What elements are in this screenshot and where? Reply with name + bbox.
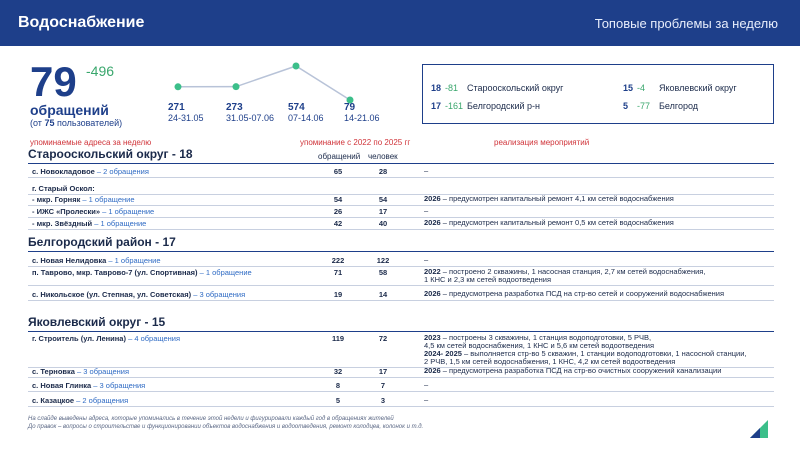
- footnote-line: До правок – вопросы о строительстве и функционировании объектов водоснабжения и водоотведения, ремонт колодцев, колонок и т.д.: [28, 424, 424, 430]
- top-district-item: [431, 101, 540, 111]
- address-count: – 3 обращения: [74, 367, 130, 376]
- people-value: 17: [378, 207, 388, 216]
- events-line: [424, 396, 774, 404]
- events-year: 2026: [424, 366, 441, 375]
- events-line: [424, 195, 774, 203]
- trend-value: 273: [226, 102, 243, 113]
- people-value: 122: [376, 256, 390, 265]
- district-name: Яковлевский округ: [659, 83, 737, 93]
- trend-period: 14-21.06: [344, 113, 380, 123]
- events-line: [424, 207, 774, 215]
- row-address: [32, 367, 129, 376]
- requests-header: обращений: [318, 152, 361, 161]
- address-count: – 1 обращение: [100, 207, 155, 216]
- trend-value: 79: [344, 102, 356, 113]
- row-divider: [28, 391, 774, 392]
- events-text: [424, 268, 774, 284]
- footnote-line: На слайде выведены адреса, которые упоминались в течение этой недели и фигурировали каждый год в обращениях жителей: [28, 416, 394, 422]
- events-header: реализация мероприятий: [494, 138, 590, 147]
- events-year: 2026: [424, 218, 441, 227]
- address-text: с. Терновка: [32, 367, 75, 376]
- district-divider: [28, 251, 774, 252]
- requests-value: 71: [333, 268, 343, 277]
- requests-value: 8: [335, 381, 341, 390]
- page-title: Водоснабжение: [18, 14, 145, 31]
- events-desc: –: [424, 255, 429, 264]
- requests-value: 222: [331, 256, 345, 265]
- events-line: 4,5 км сетей водоснабжения, 1 КНС и 5,6 км сетей водоотведения: [424, 341, 655, 350]
- row-address: [32, 219, 146, 228]
- trend-line: [178, 66, 350, 100]
- people-value: 3: [380, 396, 386, 405]
- events-desc: –: [424, 166, 429, 175]
- row-address: [32, 195, 135, 204]
- row-address: [32, 256, 161, 265]
- district-title: Белгородский район - 17: [28, 235, 176, 249]
- events-desc: –: [424, 395, 429, 404]
- address-count: – 2 обращения: [74, 396, 129, 405]
- trend-period: 31.05-07.06: [226, 113, 275, 123]
- events-year: 2026: [424, 194, 441, 203]
- row-address: [32, 381, 145, 390]
- trend-period: 24-31.05: [168, 113, 204, 123]
- events-year: 2024- 2025: [424, 349, 462, 358]
- row-address: [32, 184, 95, 193]
- trend-label: [344, 102, 380, 124]
- events-text: [424, 334, 774, 366]
- people-header: человек: [368, 152, 398, 161]
- row-address: [32, 334, 180, 343]
- trend-label: [288, 102, 324, 124]
- address-text: с. Казацкое: [32, 396, 75, 405]
- requests-value: 26: [333, 207, 343, 216]
- district-divider: [28, 331, 774, 332]
- row-divider: [28, 377, 774, 378]
- row-divider: [28, 205, 774, 206]
- row-address: [32, 268, 252, 277]
- events-desc: –: [424, 380, 429, 389]
- top-district-item: [623, 101, 698, 111]
- district-delta: -161: [445, 101, 464, 111]
- events-line: 2 РЧВ, 1,5 км сетей водоснабжения, 1 КНС, 4,2 км сетей водоотведения: [424, 357, 676, 366]
- events-line: [424, 381, 774, 389]
- row-address: [32, 396, 128, 405]
- events-desc: – выполняется стр-во 5 скважин, 1 станции водоподготовки, 1 насосной станции,: [461, 349, 747, 358]
- addresses-header: упоминаемые адреса за неделю: [30, 138, 152, 147]
- address-text: с. Новая Глинка: [32, 381, 92, 390]
- district-title: Старооскольский округ - 18: [28, 147, 193, 161]
- events-text: [424, 219, 774, 227]
- events-text: [424, 256, 774, 264]
- address-count: – 1 обращение: [80, 195, 135, 204]
- footnote: [28, 415, 708, 431]
- district-name: Белгород: [659, 101, 699, 111]
- top-district-item: [623, 83, 737, 93]
- trend-point: [293, 63, 300, 70]
- row-divider: [28, 229, 774, 230]
- requests-value: 32: [333, 367, 343, 376]
- address-text: с. Новокладовое: [32, 167, 95, 176]
- district-name: Старооскольский округ: [467, 83, 564, 93]
- address-count: – 3 обращения: [191, 290, 246, 299]
- requests-value: 19: [333, 290, 343, 299]
- events-text: [424, 396, 774, 404]
- address-text: - ИЖС «Пролески»: [32, 207, 101, 216]
- people-value: 17: [378, 367, 388, 376]
- requests-value: 65: [333, 167, 343, 176]
- total-delta: -496: [86, 63, 115, 79]
- events-year: 2023: [424, 333, 441, 342]
- row-address: [32, 207, 154, 216]
- trend-value: 271: [168, 102, 185, 113]
- people-value: 54: [378, 195, 388, 204]
- district-count: 17: [431, 101, 442, 111]
- people-value: 28: [378, 167, 388, 176]
- top-districts-box: [422, 64, 774, 124]
- events-text: [424, 290, 774, 298]
- people-value: 58: [378, 268, 388, 277]
- total-label: обращений: [30, 102, 109, 118]
- row-address: [32, 167, 149, 176]
- top-district-item: [431, 83, 563, 93]
- address-text: г. Старый Оскол:: [32, 184, 95, 193]
- people-value: 40: [378, 219, 388, 228]
- events-line: [424, 219, 774, 227]
- requests-value: 54: [333, 195, 343, 204]
- trend-point: [233, 83, 240, 90]
- row-divider: [28, 177, 774, 178]
- address-text: с. Никольское (ул. Степная, ул. Советская): [32, 290, 192, 299]
- trend-period: 07-14.06: [288, 113, 324, 123]
- trend-point: [175, 83, 182, 90]
- district-delta: -81: [445, 83, 459, 93]
- people-value: 14: [378, 290, 388, 299]
- logo-icon: [748, 418, 770, 440]
- address-count: – 1 обращение: [106, 256, 161, 265]
- total-requests: 79: [30, 58, 77, 105]
- address-count: – 2 обращения: [94, 167, 149, 176]
- events-desc: – предусмотрена разработка ПСД на стр-во сетей и сооружений водоснабжения: [440, 289, 725, 298]
- events-text: [424, 195, 774, 203]
- events-line: [424, 290, 774, 298]
- district-divider: [28, 163, 774, 164]
- events-desc: – предусмотрена разработка ПСД на стр-во очистных сооружений канализации: [440, 366, 722, 375]
- events-desc: – предусмотрен капитальный ремонт 4,1 км сетей водоснабжения: [440, 194, 674, 203]
- since-header: упоминание с 2022 по 2025 гг: [300, 138, 411, 147]
- users-prefix: (от: [30, 118, 45, 128]
- row-address: [32, 290, 245, 299]
- section-title: Топовые проблемы за неделю: [594, 16, 778, 31]
- trend-value: 574: [288, 102, 305, 113]
- district-title: Яковлевский округ - 15: [28, 315, 166, 329]
- row-divider: [28, 406, 774, 407]
- district-count: 5: [623, 101, 629, 111]
- users-suffix: пользователей): [54, 118, 123, 128]
- events-desc: –: [424, 206, 429, 215]
- address-text: - мкр. Звёздный: [32, 219, 93, 228]
- events-text: [424, 381, 774, 389]
- events-line: [424, 367, 774, 375]
- events-text: [424, 367, 774, 375]
- address-count: – 1 обращение: [197, 268, 252, 277]
- events-year: 2026: [424, 289, 441, 298]
- events-desc: – построено 2 скважины, 1 насосная станция, 2,7 км сетей водоснабжения,: [440, 267, 706, 276]
- district-name: Белгородский р-н: [467, 101, 540, 111]
- district-count: 15: [623, 83, 634, 93]
- address-count: – 3 обращения: [91, 381, 146, 390]
- events-desc: – предусмотрен капитальный ремонт 0,5 км сетей водоснабжения: [440, 218, 674, 227]
- district-delta: -77: [637, 101, 651, 111]
- row-divider: [28, 285, 774, 286]
- events-line: 1 КНС и 2,3 км сетей водоотведения: [424, 275, 552, 284]
- events-year: 2022: [424, 267, 441, 276]
- header-bar: [0, 0, 800, 46]
- people-value: 7: [380, 381, 386, 390]
- events-text: [424, 167, 774, 175]
- events-text: [424, 207, 774, 215]
- events-line: [424, 167, 774, 175]
- users-count-line: [30, 118, 122, 128]
- requests-value: 5: [335, 396, 341, 405]
- address-text: п. Таврово, мкр. Таврово-7 (ул. Спортивная): [32, 268, 198, 277]
- district-delta: -4: [637, 83, 646, 93]
- address-count: – 4 обращения: [125, 334, 181, 343]
- requests-value: 119: [331, 334, 345, 343]
- address-text: г. Строитель (ул. Ленина): [32, 334, 126, 343]
- users-count: 75: [44, 118, 55, 128]
- address-count: – 1 обращение: [92, 219, 147, 228]
- district-count: 18: [431, 83, 442, 93]
- people-value: 72: [378, 334, 388, 343]
- events-line: [424, 256, 774, 264]
- trend-label: [168, 102, 204, 124]
- address-text: с. Новая Нелидовка: [32, 256, 107, 265]
- trend-label: [226, 102, 274, 124]
- events-desc: – построены 3 скважины, 1 станция водоподготовки, 5 РЧВ,: [440, 333, 652, 342]
- address-text: - мкр. Горняк: [32, 195, 81, 204]
- row-divider: [28, 300, 774, 301]
- requests-value: 42: [333, 219, 343, 228]
